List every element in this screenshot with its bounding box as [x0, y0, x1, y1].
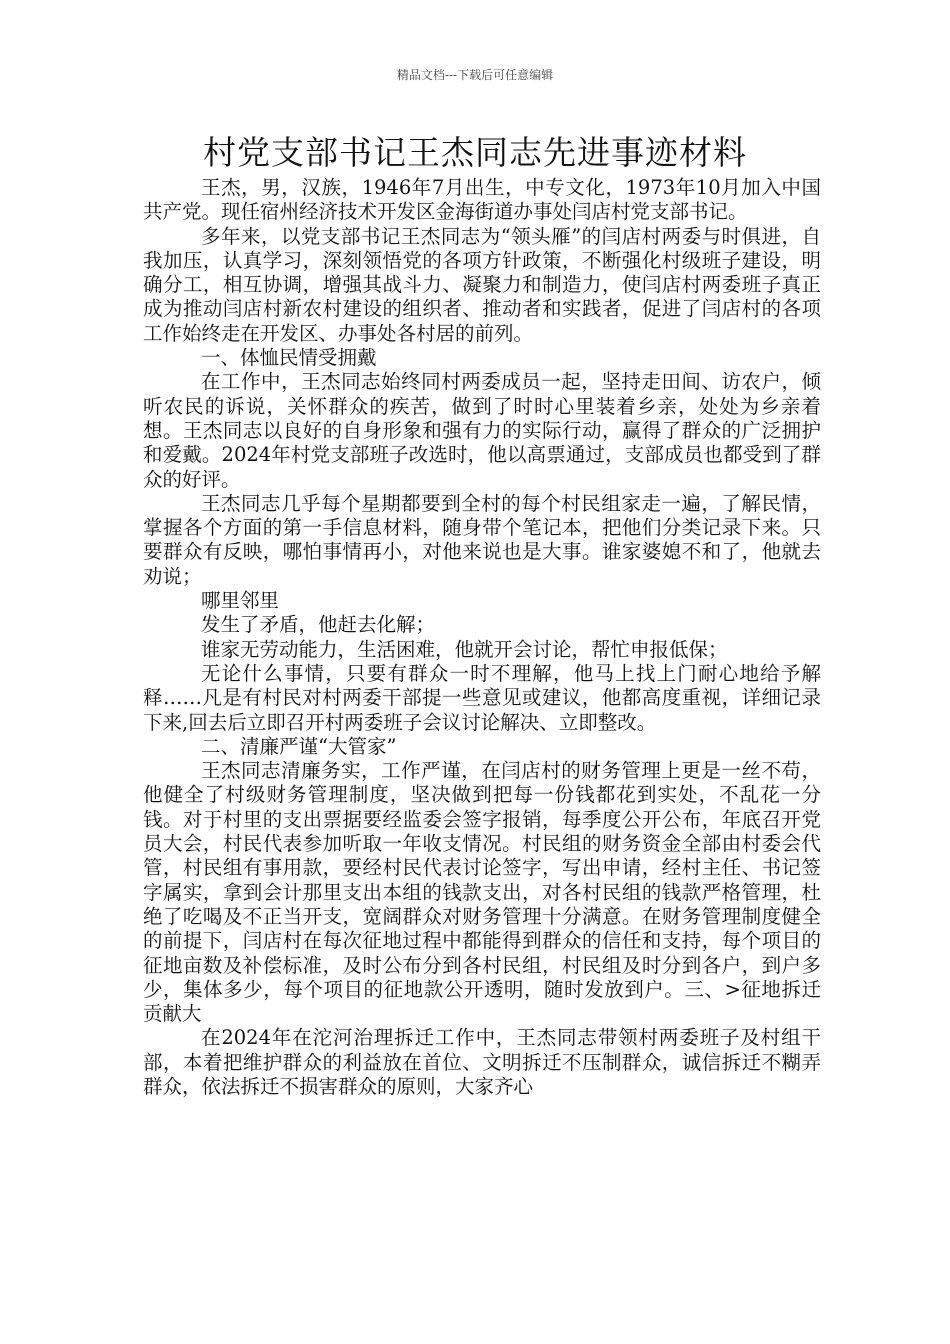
- paragraph: 在工作中，王杰同志始终同村两委成员一起，坚持走田间、访农户，倾听农民的诉说，关怀群众的疾苦，做到了时时心里装着乡亲，处处为乡亲着想。王杰同志以良好的自身形象和强有力的实际行动，赢得了群众的广泛拥护和爱戴。2024年村党支部班子改选时，他以高票通过，支部成员也都受到了群众的好评。: [143, 370, 821, 491]
- page-header: 精品文档---下载后可任意编辑: [396, 68, 554, 82]
- paragraph-overview: 多年来，以党支部书记王杰同志为“领头雁”的闫店村两委与时俱进，自我加压，认真学习，深刻领悟党的各项方针政策，不断强化村级班子建设，明确分工，相互协调，增强其战斗力、凝聚力和制造力，使闫店村两委班子真正成为推动闫店村新农村建设的组织者、推动者和实践者，促进了闫店村的各项工作始终走在开发区、办事处各村居的前列。: [143, 224, 821, 345]
- paragraph-line: 哪里邻里: [201, 589, 280, 613]
- paragraph: 王杰同志几乎每个星期都要到全村的每个村民组家走一遍，了解民情，掌握各个方面的第一手信息材料，随身带个笔记本，把他们分类记录下来。只要群众有反映，哪怕事情再小，对他来说也是大事。谁家婆媳不和了，他就去劝说；: [143, 491, 821, 588]
- paragraph: 王杰同志清廉务实，工作严谨，在闫店村的财务管理上更是一丝不苟，他健全了村级财务管理制度，坚决做到把每一份钱都花到实处，不乱花一分钱。对于村里的支出票据要经监委会签字报销，每季度公开公布，年底召开党员大会，村民代表参加听取一年收支情况。村民组的财务资金全部由村委会代管，村民组有事用款，要经村民代表讨论签字，写出申请，经村主任、书记签字属实，拿到会计那里支出本组的钱款支出，对各村民组的钱款严格管理，杜绝了吃喝及不正当开支，宽阔群众对财务管理十分满意。在财务管理制度健全的前提下，闫店村在每次征地过程中都能得到群众的信任和支持，每个项目的征地亩数及补偿标准，及时公布分到各村民组，村民组及时分到各户，到户多少，集体多少，每个项目的征地款公开透明，随时发放到户。三、>征地拆迁贡献大: [143, 759, 821, 1026]
- document-title: 村党支部书记王杰同志先进事迹材料: [203, 133, 747, 172]
- paragraph-line: 谁家无劳动能力，生活困难，他就开会讨论，帮忙申报低保；: [201, 637, 728, 661]
- paragraph: 在2024年在沱河治理拆迁工作中，王杰同志带领村两委班子及村组干部，本着把维护群众的利益放在首位、文明拆迁不压制群众，诚信拆迁不糊弄群众，依法拆迁不损害群众的原则，大家齐心: [143, 1026, 821, 1098]
- section-heading-2: 二、清廉严谨“大管家”: [201, 734, 397, 758]
- paragraph: 无论什么事情，只要有群众一时不理解，他马上找上门耐心地给予解释……凡是有村民对村两委干部提一些意见或建议，他都高度重视，详细记录下来,回去后立即召开村两委班子会议讨论解决、立即整改。: [143, 661, 821, 734]
- section-heading-1: 一、体恤民情受拥戴: [201, 346, 377, 370]
- paragraph-intro: 王杰，男，汉族，1946年7月出生，中专文化，1973年10月加入中国共产党。现任宿州经济技术开发区金海街道办事处闫店村党支部书记。: [143, 176, 821, 224]
- document-body: [143, 176, 821, 1099]
- paragraph-line: 发生了矛盾，他赶去化解；: [201, 613, 436, 637]
